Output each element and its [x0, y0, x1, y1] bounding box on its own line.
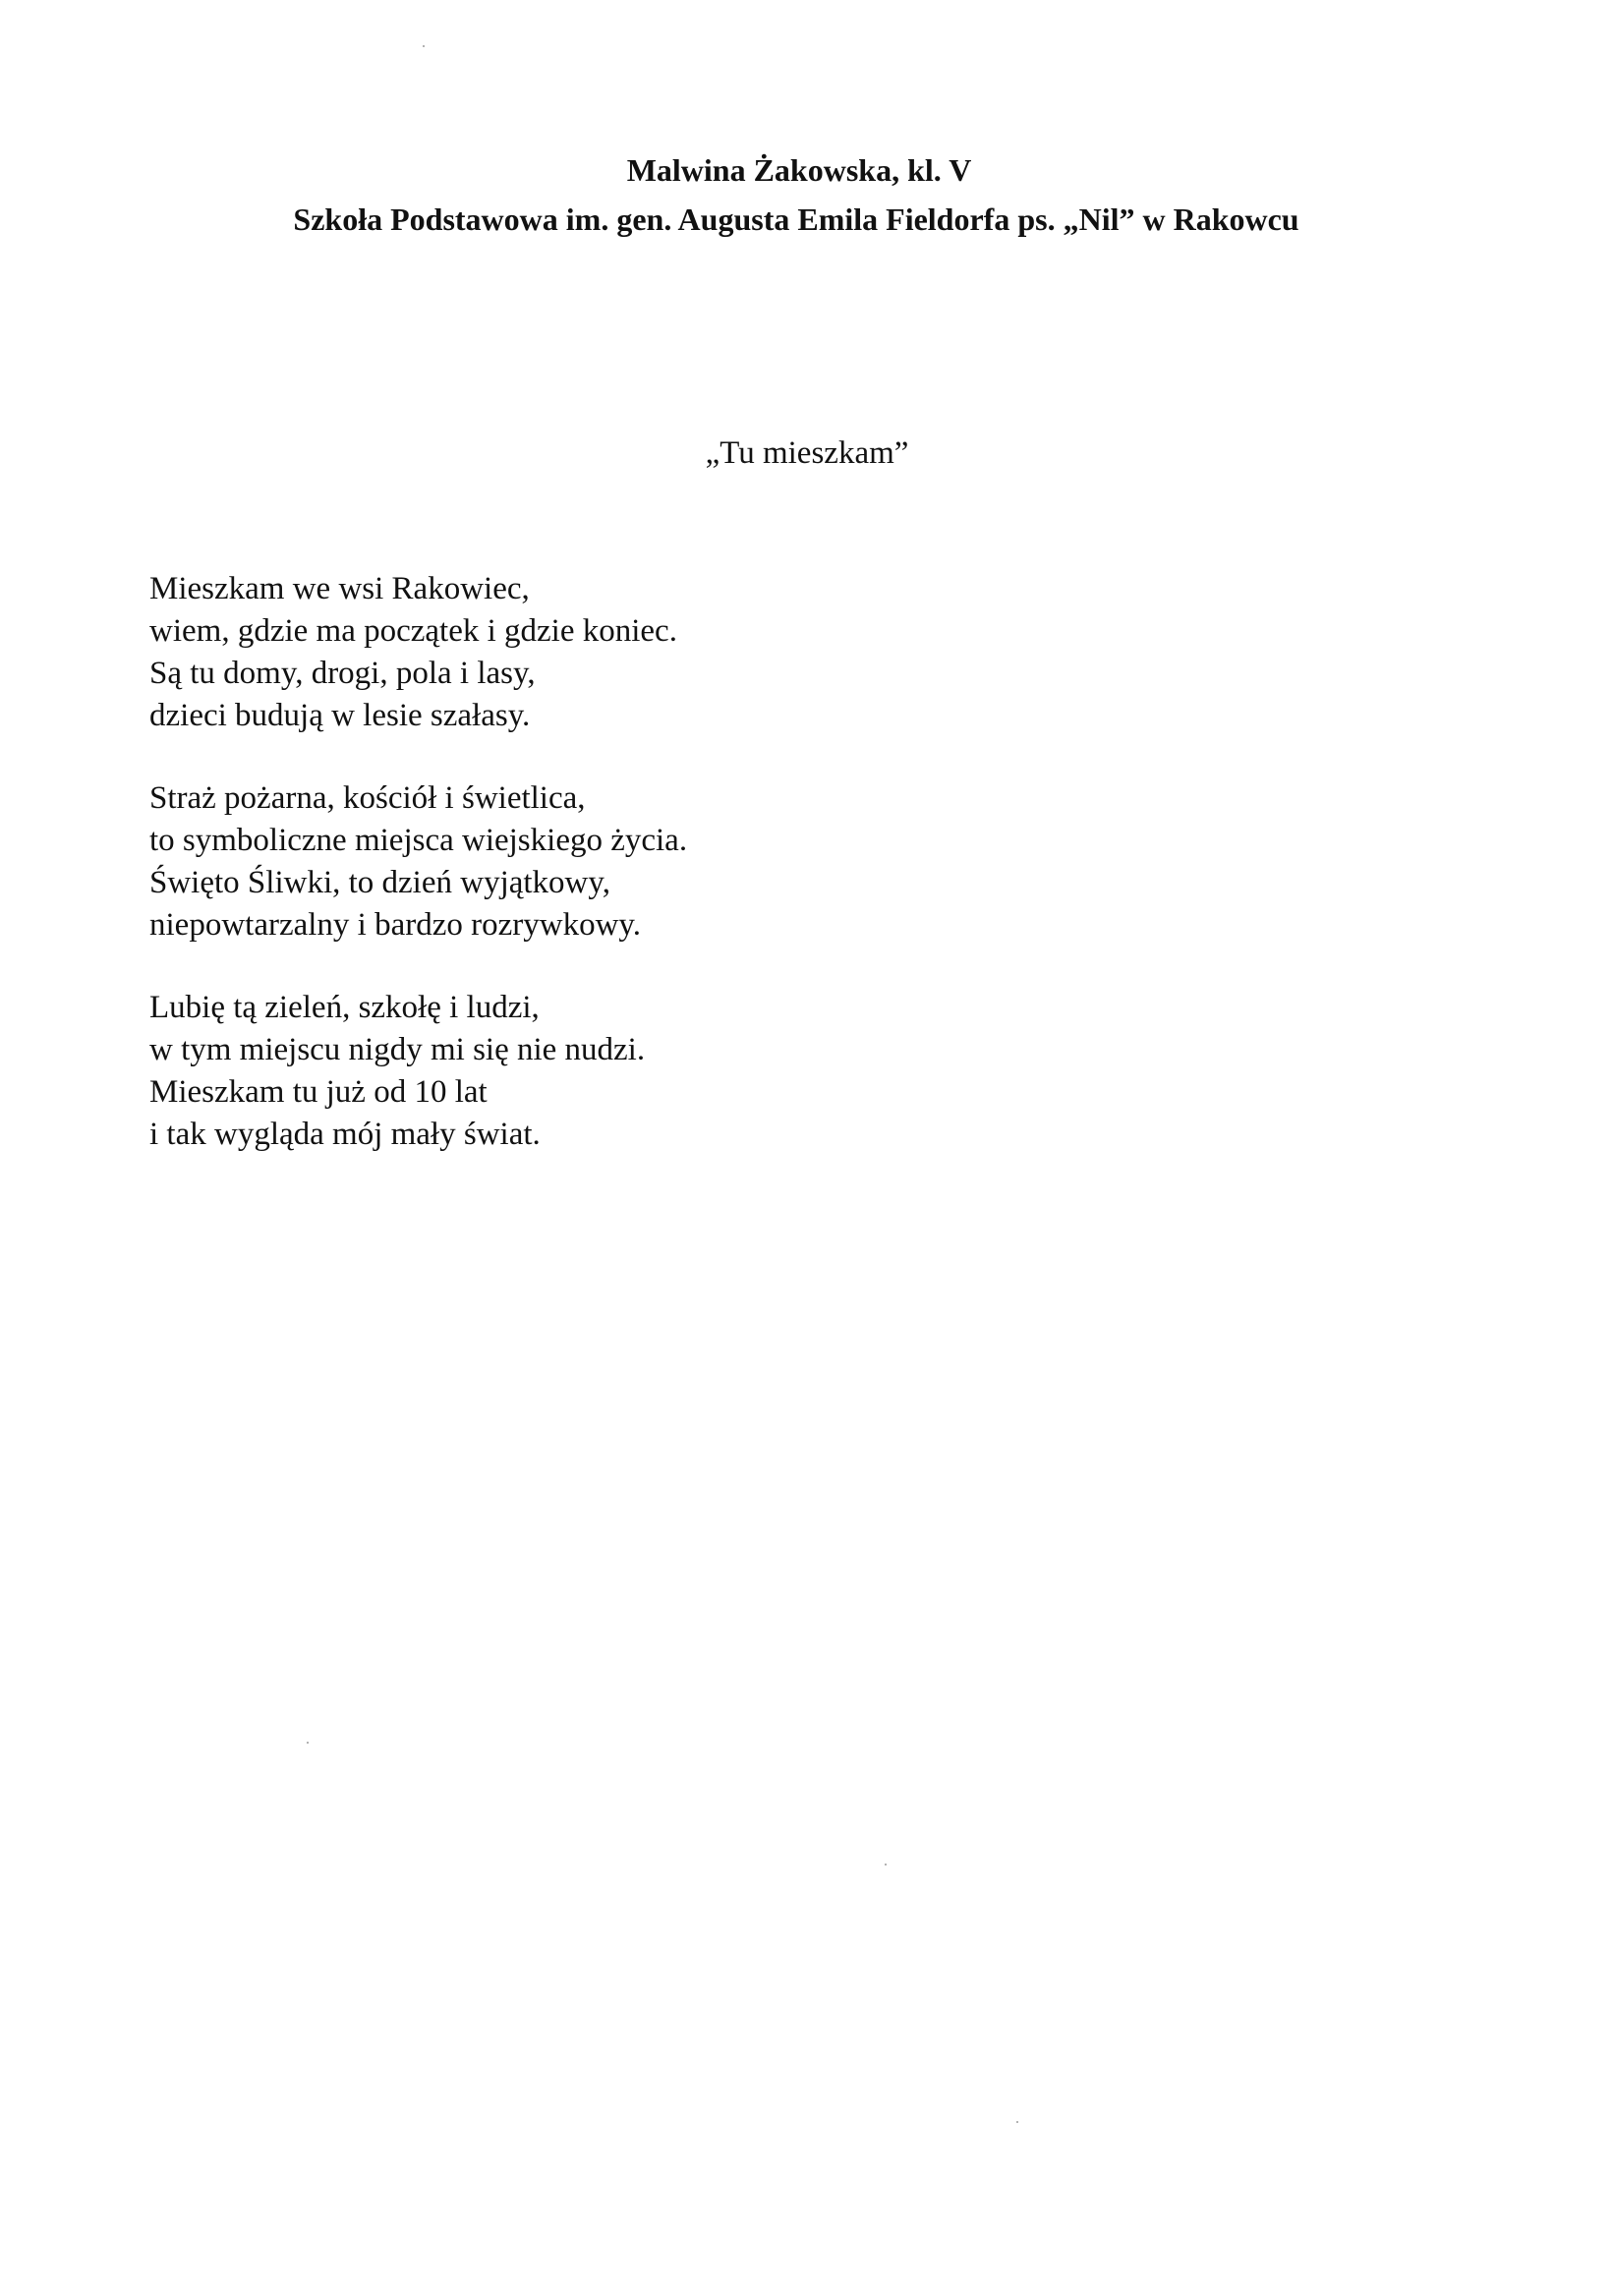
poem-line: Mieszkam tu już od 10 lat — [149, 1074, 488, 1110]
school-line: Szkoła Podstawowa im. gen. Augusta Emila Fieldorfa ps. „Nil” w Rakowcu — [293, 201, 1299, 237]
poem-line: w tym miejscu nigdy mi się nie nudzi. — [149, 1032, 646, 1067]
poem-line: Straż pożarna, kościół i świetlica, — [149, 780, 586, 816]
document-header — [0, 145, 1612, 244]
poem-line: wiem, gdzie ma początek i gdzie koniec. — [149, 613, 677, 649]
poem-line: Są tu domy, drogi, pola i lasy, — [149, 656, 536, 691]
poem-line: to symboliczne miejsca wiejskiego życia. — [149, 823, 688, 858]
poem-body — [149, 568, 1427, 1196]
scan-speck — [423, 45, 425, 47]
stanza-3 — [149, 987, 1427, 1156]
poem-line: Lubię tą zieleń, szkołę i ludzi, — [149, 990, 540, 1025]
stanza-1 — [149, 568, 1427, 737]
stanza-2 — [149, 777, 1427, 947]
scan-speck — [1016, 2121, 1018, 2123]
poem-line: Święto Śliwki, to dzień wyjątkowy, — [149, 865, 610, 900]
poem-line: niepowtarzalny i bardzo rozrywkowy. — [149, 907, 642, 943]
poem-title: „Tu mieszkam” — [705, 435, 909, 471]
poem-line: dzieci budują w lesie szałasy. — [149, 698, 531, 733]
poem-line: i tak wygląda mój mały świat. — [149, 1117, 541, 1152]
scan-speck — [307, 1742, 309, 1744]
author-line: Malwina Żakowska, kl. V — [626, 152, 972, 188]
scan-speck — [885, 1864, 887, 1866]
poem-line: Mieszkam we wsi Rakowiec, — [149, 571, 530, 606]
